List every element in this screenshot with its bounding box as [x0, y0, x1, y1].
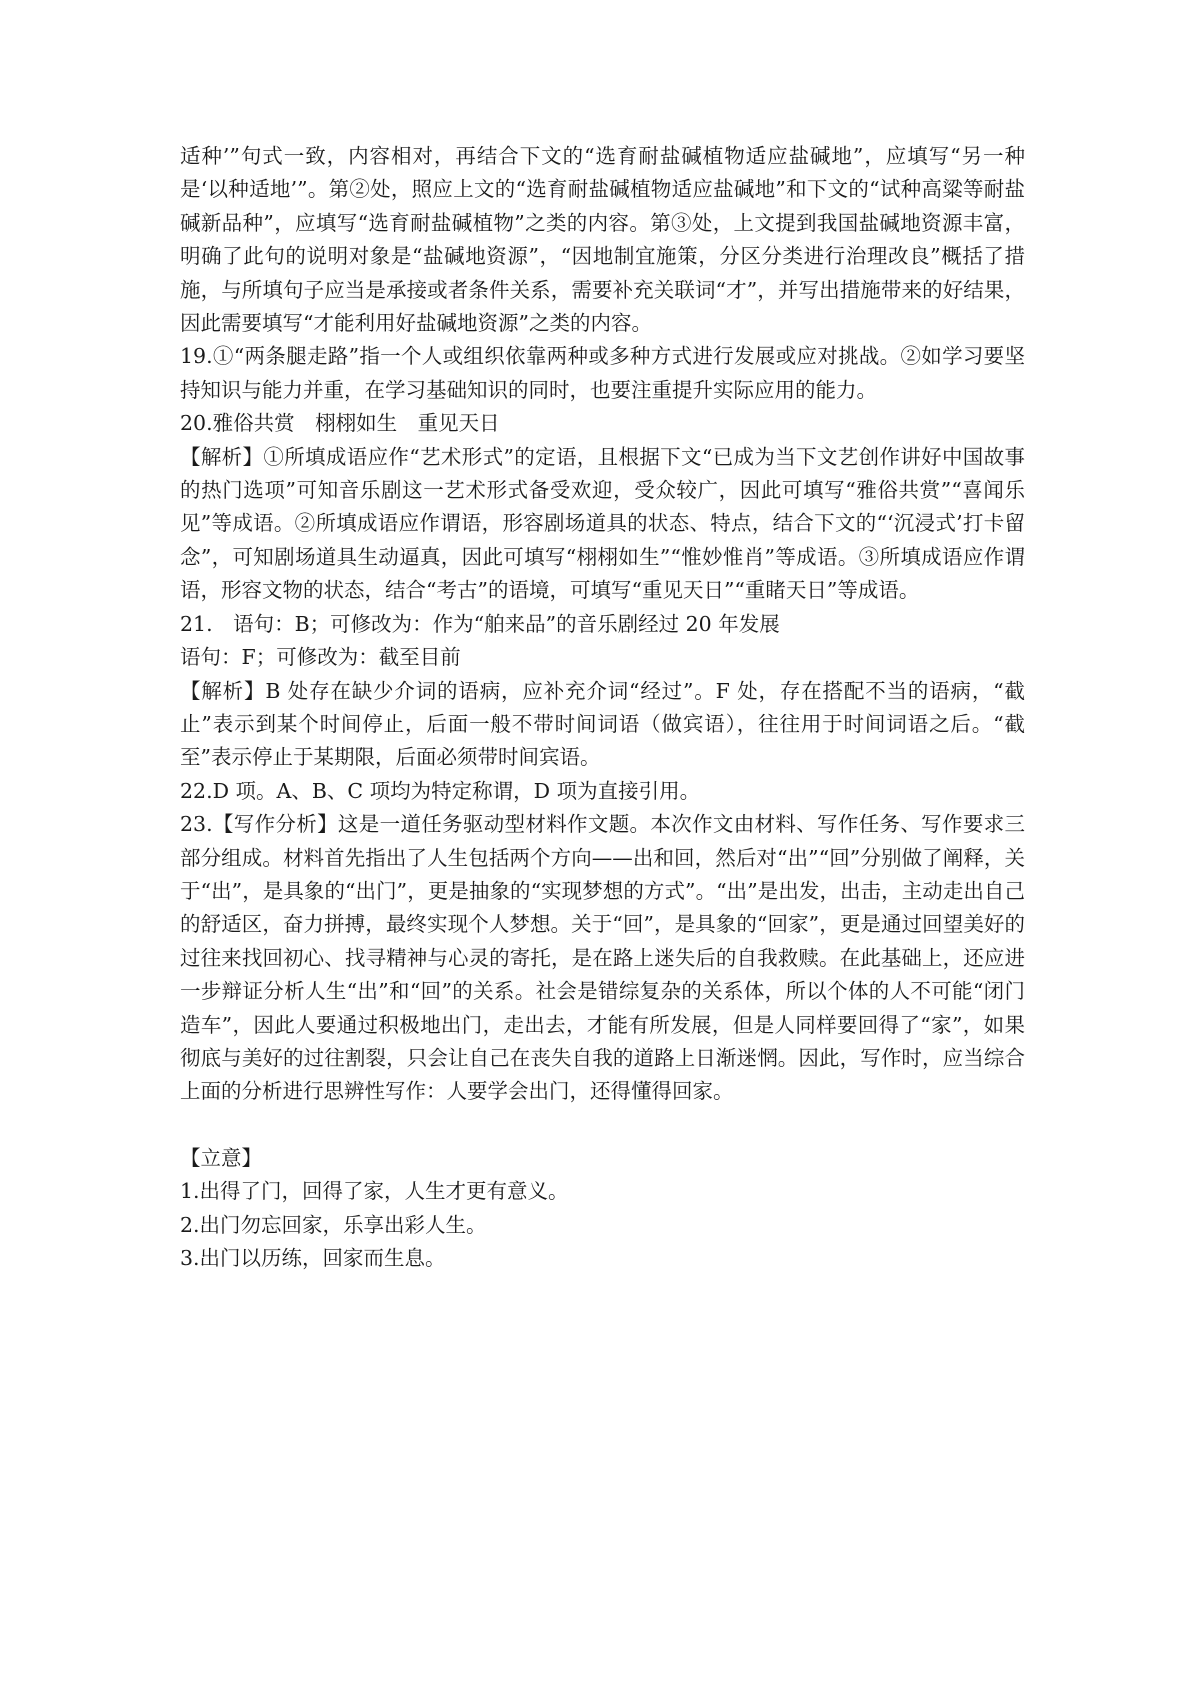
- paragraph-21-analysis: 【解析】B 处存在缺少介词的语病，应补充介词“经过”。F 处，存在搭配不当的语病，“截止”表示到某个时间停止，后面一般不带时间词语（做宾语），往往用于时间词语之后。“截至”表示停止于某期限，后面必须带时间宾语。: [180, 678, 1025, 770]
- spacer: [180, 1109, 1025, 1142]
- theme-point-3: 3.出门以历练，回家而生息。: [180, 1246, 446, 1270]
- paragraph-19-answer: 19.①“两条腿走路”指一个人或组织依靠两种或多种方式进行发展或应对挑战。②如学习要坚持知识与能力并重，在学习基础知识的同时，也要注重提升实际应用的能力。: [180, 344, 1025, 402]
- paragraph-22-answer: 22.D 项。A、B、C 项均为特定称谓，D 项为直接引用。: [180, 778, 701, 803]
- paragraph-21-answer-b: 21. 语句：B；可修改为：作为“舶来品”的音乐剧经过 20 年发展: [180, 611, 780, 636]
- paragraph-23-writing-analysis: 23.【写作分析】这是一道任务驱动型材料作文题。本次作文由材料、写作任务、写作要求三部分组成。材料首先指出了人生包括两个方向——出和回，然后对“出”“回”分别做了阐释，关于“出”，是具象的“出门”，更是抽象的“实现梦想的方式”。“出”是出发，出击，主动走出自己的舒适区，奋力拼搏，最终实现个人梦想。关于“回”，是具象的“回家”，更是通过回望美好的过往来找回初心、找寻精神与心灵的寄托，是在路上迷失后的自我救赎。在此基础上，还应进一步辩证分析人生“出”和“回”的关系。社会是错综复杂的关系体，所以个体的人不可能“闭门造车”，因此人要通过积极地出门，走出去，才能有所发展，但是人同样要回得了“家”，如果彻底与美好的过往割裂，只会让自己在丧失自我的道路上日渐迷惘。因此，写作时，应当综合上面的分析进行思辨性写作：人要学会出门，还得懂得回家。: [180, 812, 1025, 1104]
- paragraph-18-analysis: 适种’”句式一致，内容相对，再结合下文的“选育耐盐碱植物适应盐碱地”，应填写“另一种是‘以种适地’”。第②处，照应上文的“选育耐盐碱植物适应盐碱地”和下文的“试种高粱等耐盐碱新品种”，应填写“选育耐盐碱植物”之类的内容。第③处，上文提到我国盐碱地资源丰富，明确了此句的说明对象是“盐碱地资源”，“因地制宜施策，分区分类进行治理改良”概括了措施，与所填句子应当是承接或者条件关系，需要补充关联词“才”，并写出措施带来的好结果，因此需要填写“才能利用好盐碱地资源”之类的内容。: [180, 144, 1025, 336]
- theme-point-2: 2.出门勿忘回家，乐享出彩人生。: [180, 1212, 487, 1237]
- theme-point-1: 1.出得了门，回得了家，人生才更有意义。: [180, 1179, 569, 1204]
- paragraph-20-answer: 20.雅俗共赏 栩栩如生 重见天日: [180, 411, 500, 436]
- paragraph-21-answer-f: 语句：F；可修改为：截至目前: [180, 645, 461, 670]
- document-page: [180, 140, 1025, 1275]
- paragraph-20-analysis: 【解析】①所填成语应作“艺术形式”的定语，且根据下文“已成为当下文艺创作讲好中国故事的热门选项”可知音乐剧这一艺术形式备受欢迎，受众较广，因此可填写“雅俗共赏”“喜闻乐见”等成语。②所填成语应作谓语，形容剧场道具的状态、特点，结合下文的“‘沉浸式’打卡留念”，可知剧场道具生动逼真，因此可填写“栩栩如生”“惟妙惟肖”等成语。③所填成语应作谓语，形容文物的状态，结合“考古”的语境，可填写“重见天日”“重睹天日”等成语。: [180, 444, 1025, 603]
- section-title-theme: 【立意】: [180, 1145, 262, 1170]
